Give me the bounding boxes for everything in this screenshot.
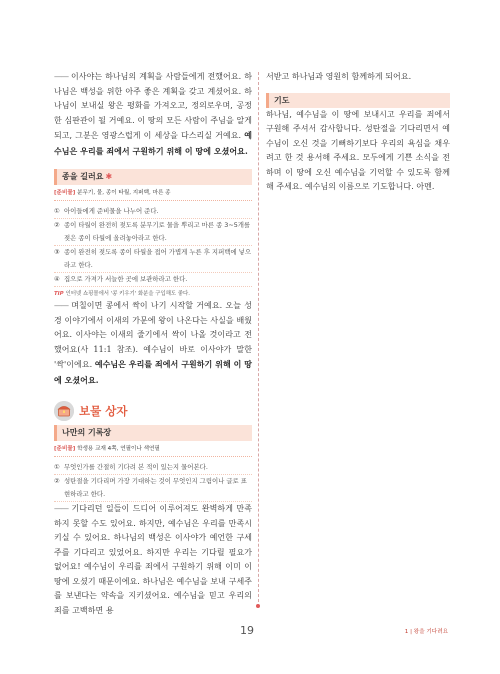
intro-paragraph: —— 이사야는 하나님의 계획을 사람들에게 전했어요. 하나님은 백성을 위한 아주 좋은 계획을 갖고 계셨어요. 하나님이 보내실 왕은 평화를 가져오고, 정의로우며, 공정한 심판관이 될 거예요. 이 땅의 모든 사람이 주님을 알게 되고, 그분은 영광스럽게 이 세상을 다스리실 거예요. 예수님은 우리를 죄에서 구원하기 위해 이 땅에 오셨어요. [54, 72, 252, 156]
list-item: ① 아이들에게 준비물을 나누어 준다. [54, 205, 252, 219]
activity-tip: TIP 인터넷 쇼핑몰에서 '콩 키우기' 화분을 구입해도 좋다. [54, 291, 190, 297]
activity-prep: [준비물] 분무기, 물, 종이 타월, 지퍼백, 마른 종 [54, 188, 252, 201]
list-item: ④ 집으로 가져가 서늘한 곳에 보관하라고 한다. [54, 273, 252, 287]
intro-bold-line: 예수님은 우리를 죄에서 구원하기 위해 이 땅에 오셨어요. [54, 130, 252, 156]
left-column [54, 70, 252, 618]
prayer-heading: 기도 [266, 93, 450, 108]
paragraph-2: —— 며칠이면 콩에서 싹이 나기 시작할 거예요. 오늘 성경 이야기에서 이새의 가문에 왕이 나온다는 사실을 배웠어요. 이사야는 이새의 줄기에서 싹이 나올 것이라고 전했어요(사 11:1 참조). 예수님이 바로 이사야가 말한 '싹'이에요. 예수님은 우리를 죄에서 구원하기 위해 이 땅에 오셨어요. [54, 301, 253, 385]
paragraph-2-bold-line: 예수님은 우리를 죄에서 구원하기 위해 이 땅에 오셨어요. [54, 359, 253, 385]
page-number: 19 [240, 624, 254, 637]
prayer-paragraph: 하나님, 예수님을 이 땅에 보내시고 우리를 죄에서 구원해 주셔서 감사합니다. 성탄절을 기다리면서 예수님이 오신 것을 기뻐하기보다 우리의 욕심을 채우려고 한 것 용서해 주세요. 모두에게 기쁜 소식을 전하며 이 땅에 오신 예수님을 기억할 수 있도록 함께해 주세요. 예수님의 이름으로 기도합니다. 아멘. [266, 109, 450, 191]
continuation-paragraph: 서받고 하나님과 영원히 함께하게 되어요. [266, 72, 412, 81]
record-book-prep: [준비물] 학생용 교재 4쪽, 연필이나 색연필 [54, 444, 252, 457]
list-item: ② 성탄절을 기다리며 가장 기대하는 것이 무엇인지 그림이나 글로 표현하라고 한다. [54, 475, 252, 502]
list-item: ② 종이 타월이 완전히 젖도록 분무기로 물을 뿌리고 마른 종 3~5개를 젖은 종이 타월에 올려놓아라고 한다. [54, 219, 252, 246]
record-book-paragraph: —— 기다리던 일들이 드디어 이루어져도 완벽하게 만족하지 못할 수도 있어요. 하지만, 예수님은 우리를 만족시키실 수 있어요. 하나님의 백성은 이사야가 예언한 구세주를 기다리고 있었어요. 하지만 우리는 기다릴 필요가 없어요! 예수님이 우리를 죄에서 구원하기 위해 이미 이 땅에 오셨기 때문이에요. 하나님은 예수님을 보내 구세주를 보낸다는 약속을 지키셨어요. 예수님을 믿고 우리의 죄를 고백하면 용 [54, 504, 252, 615]
list-item: ③ 종이 완전히 젖도록 종이 타월을 접어 가볍게 누른 후 지퍼백에 넣으라고 한다. [54, 246, 252, 273]
activity-steps [54, 205, 252, 287]
chapter-label: 1 | 왕을 기다려요 [404, 629, 448, 635]
treasure-box-icon [54, 401, 74, 421]
record-book-heading: 나만의 기록장 [54, 425, 252, 441]
decorative-dot [256, 604, 260, 608]
record-book-steps [54, 461, 252, 502]
activity-heading: 종을 길러요 ✱ [54, 169, 252, 185]
treasure-box-title: 보물 상자 [54, 400, 252, 422]
list-item: ① 무엇인가를 간절히 기다려 본 적이 있는지 물어본다. [54, 461, 252, 475]
column-divider [258, 72, 259, 602]
star-icon: ✱ [105, 172, 113, 181]
right-column [266, 70, 450, 195]
